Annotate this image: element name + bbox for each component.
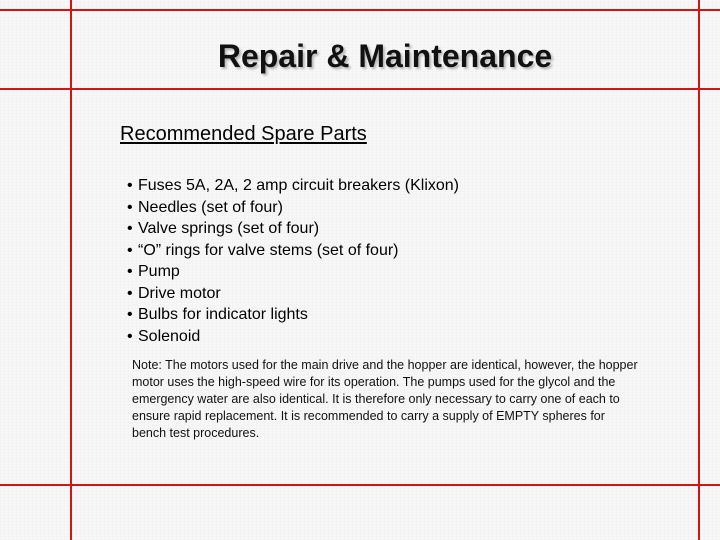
list-item: • “O” rings for valve stems (set of four) bbox=[127, 240, 459, 262]
bullet-icon: • bbox=[127, 306, 133, 323]
bullet-icon: • bbox=[127, 177, 133, 194]
bullet-icon: • bbox=[127, 263, 133, 280]
title-red-rule bbox=[0, 88, 720, 90]
bullet-icon: • bbox=[127, 241, 133, 259]
section-heading: Recommended Spare Parts bbox=[120, 123, 367, 145]
list-item: • Needles (set of four) bbox=[127, 197, 459, 219]
list-item: • Bulbs for indicator lights bbox=[127, 304, 459, 326]
bullet-icon: • bbox=[127, 220, 133, 237]
slide-title: Repair & Maintenance bbox=[217, 38, 553, 74]
right-red-rule bbox=[698, 0, 700, 540]
list-item: • Solenoid bbox=[127, 326, 459, 348]
list-item: • Fuses 5A, 2A, 2 amp circuit breakers (Klixon) bbox=[127, 175, 459, 197]
bullet-icon: • bbox=[127, 284, 133, 302]
bullet-icon: • bbox=[127, 327, 133, 345]
top-red-rule bbox=[0, 9, 720, 11]
spare-parts-list bbox=[127, 175, 459, 347]
left-red-rule bbox=[70, 0, 72, 540]
list-item: • Valve springs (set of four) bbox=[127, 218, 459, 240]
bottom-red-rule bbox=[0, 484, 720, 486]
maintenance-note: Note: The motors used for the main drive and the hopper are identical, however, the hopper motor uses the high-speed wire for its operation. The pumps used for the glycol and the emergency water are also identical. It is therefore only necessary to carry one of each to ensure rapid replacement. It is recommended to carry a supply of EMPTY spheres for bench test procedures. bbox=[132, 358, 638, 440]
bullet-icon: • bbox=[127, 198, 133, 216]
list-item: • Drive motor bbox=[127, 283, 459, 305]
list-item: • Pump bbox=[127, 261, 459, 283]
